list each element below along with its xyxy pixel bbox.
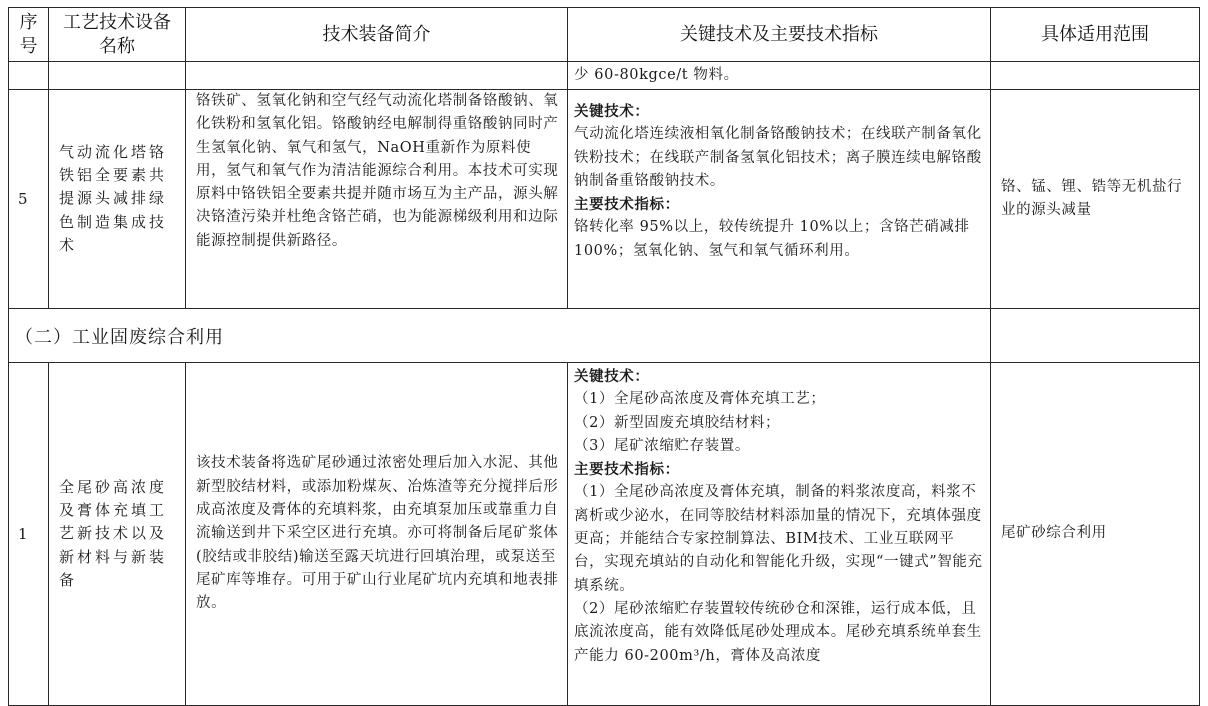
name-cell xyxy=(49,62,186,90)
key-cell xyxy=(568,90,991,309)
indicator-label: 主要技术指标： xyxy=(574,461,680,479)
table-header-row xyxy=(9,8,1200,62)
seq-cell: 5 xyxy=(9,90,49,309)
scope-cell: 尾矿砂综合利用 xyxy=(991,363,1200,706)
header-scope: 具体适用范围 xyxy=(991,8,1200,62)
seq-cell: 1 xyxy=(9,363,49,706)
section-row xyxy=(9,309,1200,363)
header-intro: 技术装备简介 xyxy=(186,8,568,62)
key-cell xyxy=(568,62,991,90)
indicator-item: （2）尾砂浓缩贮存装置较传统砂仓和深锥，运行成本低，且底流浓度高，能有效降低尾砂处理成本。尾砂充填系统单套生产能力 60-200m³/h，膏体及高浓度 xyxy=(574,600,982,664)
section-scope-cell xyxy=(991,309,1200,363)
table-row xyxy=(9,62,1200,90)
technology-table xyxy=(8,7,1200,706)
intro-cell: 该技术装备将选矿尾砂通过浓密处理后加入水泥、其他新型胶结材料，或添加粉煤灰、冶炼渣等充分搅拌后形成高浓度及膏体的充填料浆，由充填泵加压或靠重力自流输送到井下采空区进行充填。亦可将制备后尾矿浆体(胶结或非胶结)输送至露天坑进行回填治理，或泵送至尾矿库等堆存。可用于矿山行业尾矿坑内充填和地表排放。 xyxy=(186,363,568,706)
key-tech-item: （3）尾矿浓缩贮存装置。 xyxy=(574,437,750,454)
header-key: 关键技术及主要技术指标 xyxy=(568,8,991,62)
indicator-label: 主要技术指标： xyxy=(574,196,680,214)
key-tech-item: （2）新型固废充填胶结材料； xyxy=(574,414,781,431)
name-cell: 气动流化塔铬铁铝全要素共提源头减排绿色制造集成技术 xyxy=(49,90,186,309)
header-name: 工艺技术设备名称 xyxy=(49,8,186,62)
key-tech-item: （1）全尾砂高浓度及膏体充填工艺； xyxy=(574,391,826,408)
key-tech-label: 关键技术： xyxy=(574,368,650,385)
scope-cell xyxy=(991,62,1200,90)
name-cell: 全尾砂高浓度及膏体充填工艺新技术以及新材料与新装备 xyxy=(49,363,186,706)
table-row xyxy=(9,90,1200,309)
key-tech-label: 关键技术： xyxy=(574,103,650,120)
header-seq: 序号 xyxy=(9,8,49,62)
scope-cell: 铬、锰、锂、锆等无机盐行业的源头减量 xyxy=(991,90,1200,309)
intro-cell xyxy=(186,62,568,90)
seq-cell xyxy=(9,62,49,90)
section-title: （二）工业固废综合利用 xyxy=(9,309,991,363)
key-cell xyxy=(568,363,991,706)
indicator-item: （1）全尾砂高浓度及膏体充填，制备的料浆浓度高，料浆不离析或少泌水，在同等胶结材料添加量的情况下，充填体强度更高；并能结合专家控制算法、BIM技术、工业互联网平台，实现充填站的自动化和智能化升级，实现“一键式”智能充填系统。 xyxy=(574,484,983,594)
key-tech-text: 气动流化塔连续液相氧化制备铬酸钠技术；在线联产制备氧化铁粉技术；在线联产制备氢氧化铝技术；离子膜连续电解铬酸钠制备重铬酸钠技术。 xyxy=(574,126,982,189)
intro-cell: 铬铁矿、氢氧化钠和空气经气动流化塔制备铬酸钠、氧化铁粉和氢氧化铝。铬酸钠经电解制得重铬酸钠同时产生氢氧化钠、氧气和氢气，NaOH重新作为原料使用，氢气和氧气作为清洁能源综合利用。本技术可实现原料中铬铁铝全要素共提并随市场互为主产品，源头解决铬渣污染并杜绝含铬芒硝，也为能源梯级利用和边际能源控制提供新路径。 xyxy=(186,90,568,309)
indicator-text: 铬转化率 95%以上，较传统提升 10%以上；含铬芒硝减排 100%；氢氧化钠、氢气和氧气循环利用。 xyxy=(574,219,970,259)
key-continuation-text: 少 60-80kgce/t 物料。 xyxy=(574,66,739,83)
table-row xyxy=(9,363,1200,706)
